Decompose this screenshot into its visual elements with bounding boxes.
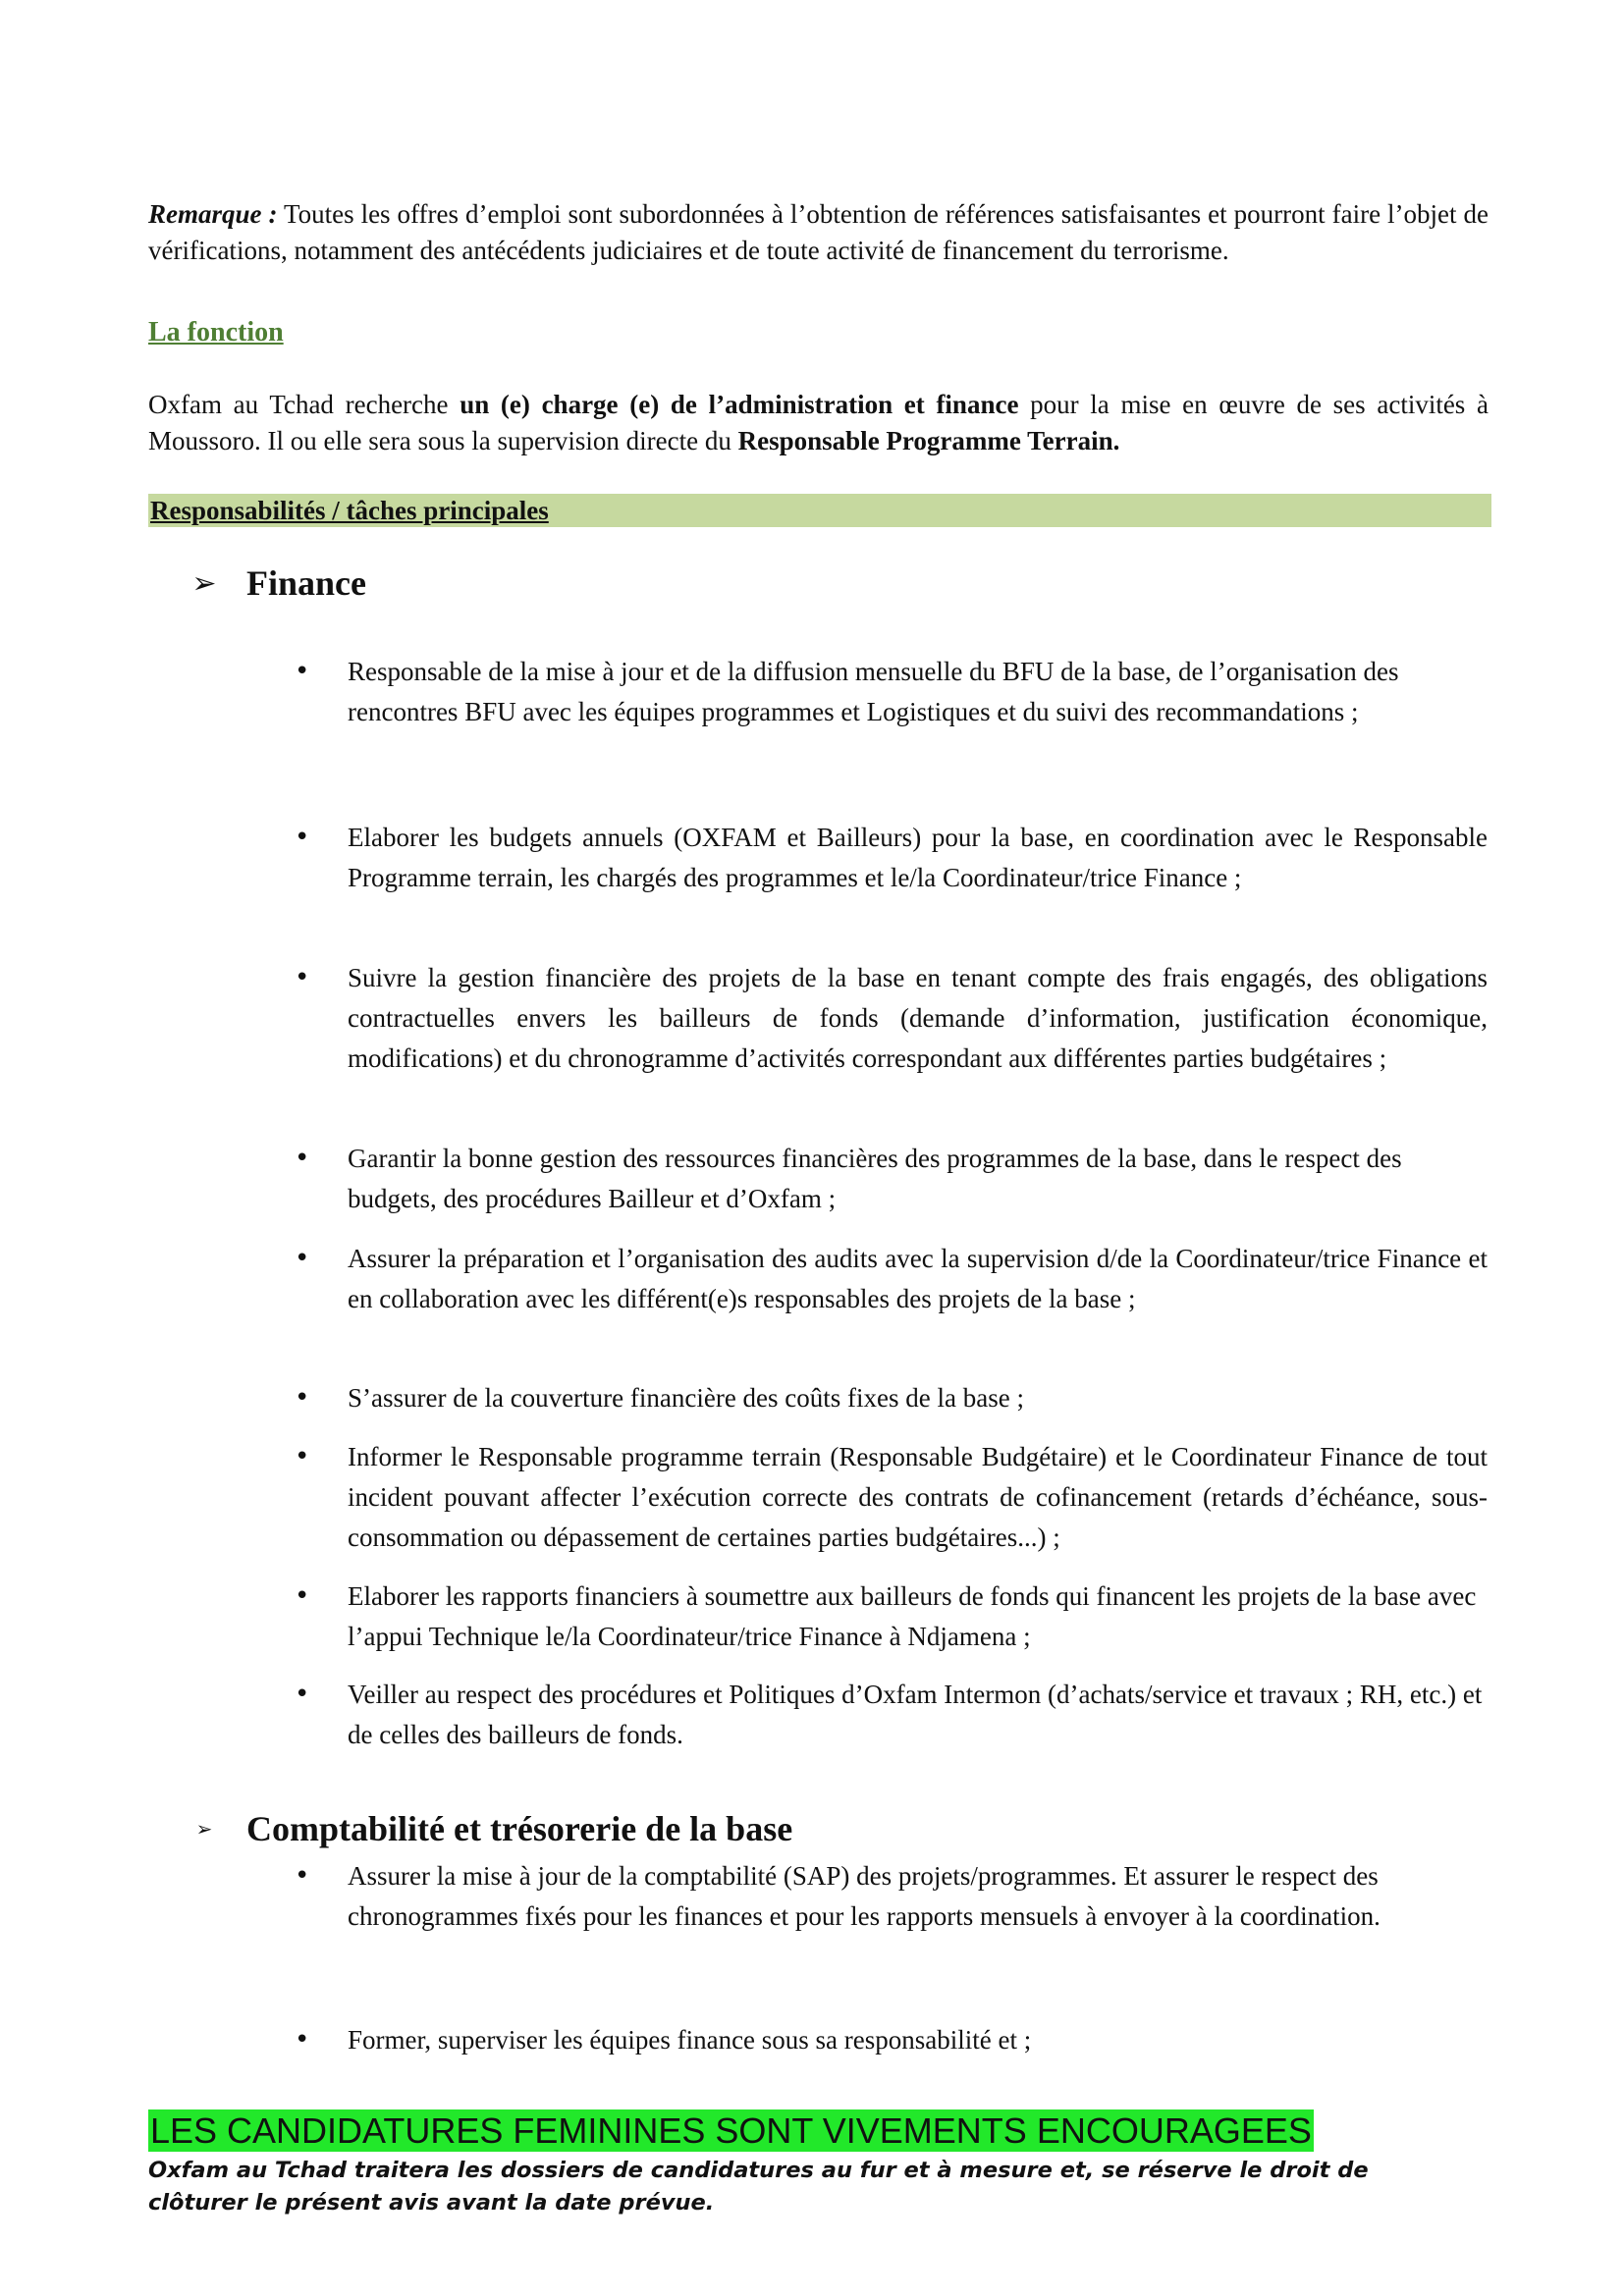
list-item-text: Suivre la gestion financière des projets de la base en tenant compte des frais engagés, des obligations contractuelles envers les bailleurs de fonds (demande d’information, justification économique, modifications) et du chronogramme d’activités correspondant aux différentes parties budgétaires ;	[348, 963, 1488, 1073]
comptabilite-title: Comptabilité et trésorerie de la base	[246, 1809, 793, 1848]
list-item-text: S’assurer de la couverture financière des coûts fixes de la base ;	[348, 1383, 1024, 1413]
fonction-role: un (e) charge (e) de l’administration et finance	[460, 390, 1019, 419]
footer-note: Oxfam au Tchad traitera les dossiers de candidatures au fur et à mesure et, se réserve le droit de clôturer le présent avis avant la date prévue.	[148, 2158, 1369, 2216]
responsabilites-heading: Responsabilités / tâches principales	[150, 496, 549, 525]
remarque-label: Remarque :	[148, 199, 278, 229]
fonction-text-1: Oxfam au Tchad recherche	[148, 390, 460, 419]
bullet-icon: •	[295, 823, 310, 852]
list-item-text: Informer le Responsable programme terrain (Responsable Budgétaire) et le Coordinateur Finance de tout incident pouvant affecter l’exécution correcte des contrats de cofinancement (retards d’échéance, sous-consommation ou dépassement de certaines parties budgétaires...) ;	[348, 1442, 1488, 1552]
fonction-paragraph	[148, 387, 1489, 459]
remarque-text: Toutes les offres d’emploi sont subordonnées à l’obtention de références satisfaisantes et pourront faire l’objet de vérifications, notamment des antécédents judiciaires et de toute activité de financement du terrorisme.	[148, 199, 1489, 265]
list-item-text: Garantir la bonne gestion des ressources financières des programmes de la base, dans le respect des budgets, des procédures Bailleur et d’Oxfam ;	[348, 1144, 1402, 1213]
list-item-text: Former, superviser les équipes finance sous sa responsabilité et ;	[348, 2025, 1032, 2055]
list-item-text: Veiller au respect des procédures et Politiques d’Oxfam Intermon (d’achats/service et travaux ; RH, etc.) et de celles des bailleurs de fonds.	[348, 1680, 1483, 1749]
finance-heading	[148, 562, 366, 604]
bullet-icon: •	[295, 1680, 310, 1709]
fonction-supervisor: Responsable Programme Terrain.	[737, 426, 1120, 455]
comptabilite-heading	[148, 1808, 792, 1849]
bullet-icon: •	[295, 1442, 310, 1471]
responsabilites-bar	[148, 494, 1491, 527]
list-item-text: Elaborer les rapports financiers à soumettre aux bailleurs de fonds qui financent les projets de la base avec l’appui Technique le/la Coordinateur/trice Finance à Ndjamena ;	[348, 1581, 1477, 1651]
bullet-icon: •	[295, 2025, 310, 2055]
bullet-icon: •	[295, 1244, 310, 1273]
finance-title: Finance	[246, 563, 366, 603]
bullet-icon: •	[295, 1861, 310, 1891]
remarque-paragraph	[148, 196, 1489, 269]
arrowhead-bullet-icon: ➢	[195, 1817, 213, 1841]
bullet-icon: •	[295, 963, 310, 992]
fonction-text-2: pour la mise en œuvre de ses activités à Moussoro. Il ou elle sera sous la supervision directe du	[148, 390, 1489, 455]
arrowhead-bullet-icon: ➢	[191, 565, 217, 601]
list-item-text: Assurer la mise à jour de la comptabilité (SAP) des projets/programmes. Et assurer le respect des chronogrammes fixés pour les finances et pour les rapports mensuels à envoyer à la coordination.	[348, 1861, 1380, 1931]
bullet-icon: •	[295, 1581, 310, 1611]
bullet-icon: •	[295, 1144, 310, 1173]
list-item-text: Elaborer les budgets annuels (OXFAM et Bailleurs) pour la base, en coordination avec le Responsable Programme terrain, les chargés des programmes et le/la Coordinateur/trice Finance ;	[348, 823, 1488, 892]
bullet-icon: •	[295, 1383, 310, 1413]
list-item-text: Assurer la préparation et l’organisation des audits avec la supervision d/de la Coordinateur/trice Finance et en collaboration avec les différent(e)s responsables des projets de la base ;	[348, 1244, 1488, 1313]
bullet-icon: •	[295, 657, 310, 686]
list-item-text: Responsable de la mise à jour et de la diffusion mensuelle du BFU de la base, de l’organisation des rencontres BFU avec les équipes programmes et Logistiques et du suivi des recommandations ;	[348, 657, 1399, 726]
candidatures-banner: LES CANDIDATURES FEMININES SONT VIVEMENTS ENCOURAGEES	[150, 2110, 1312, 2151]
fonction-heading: La fonction	[148, 317, 284, 347]
